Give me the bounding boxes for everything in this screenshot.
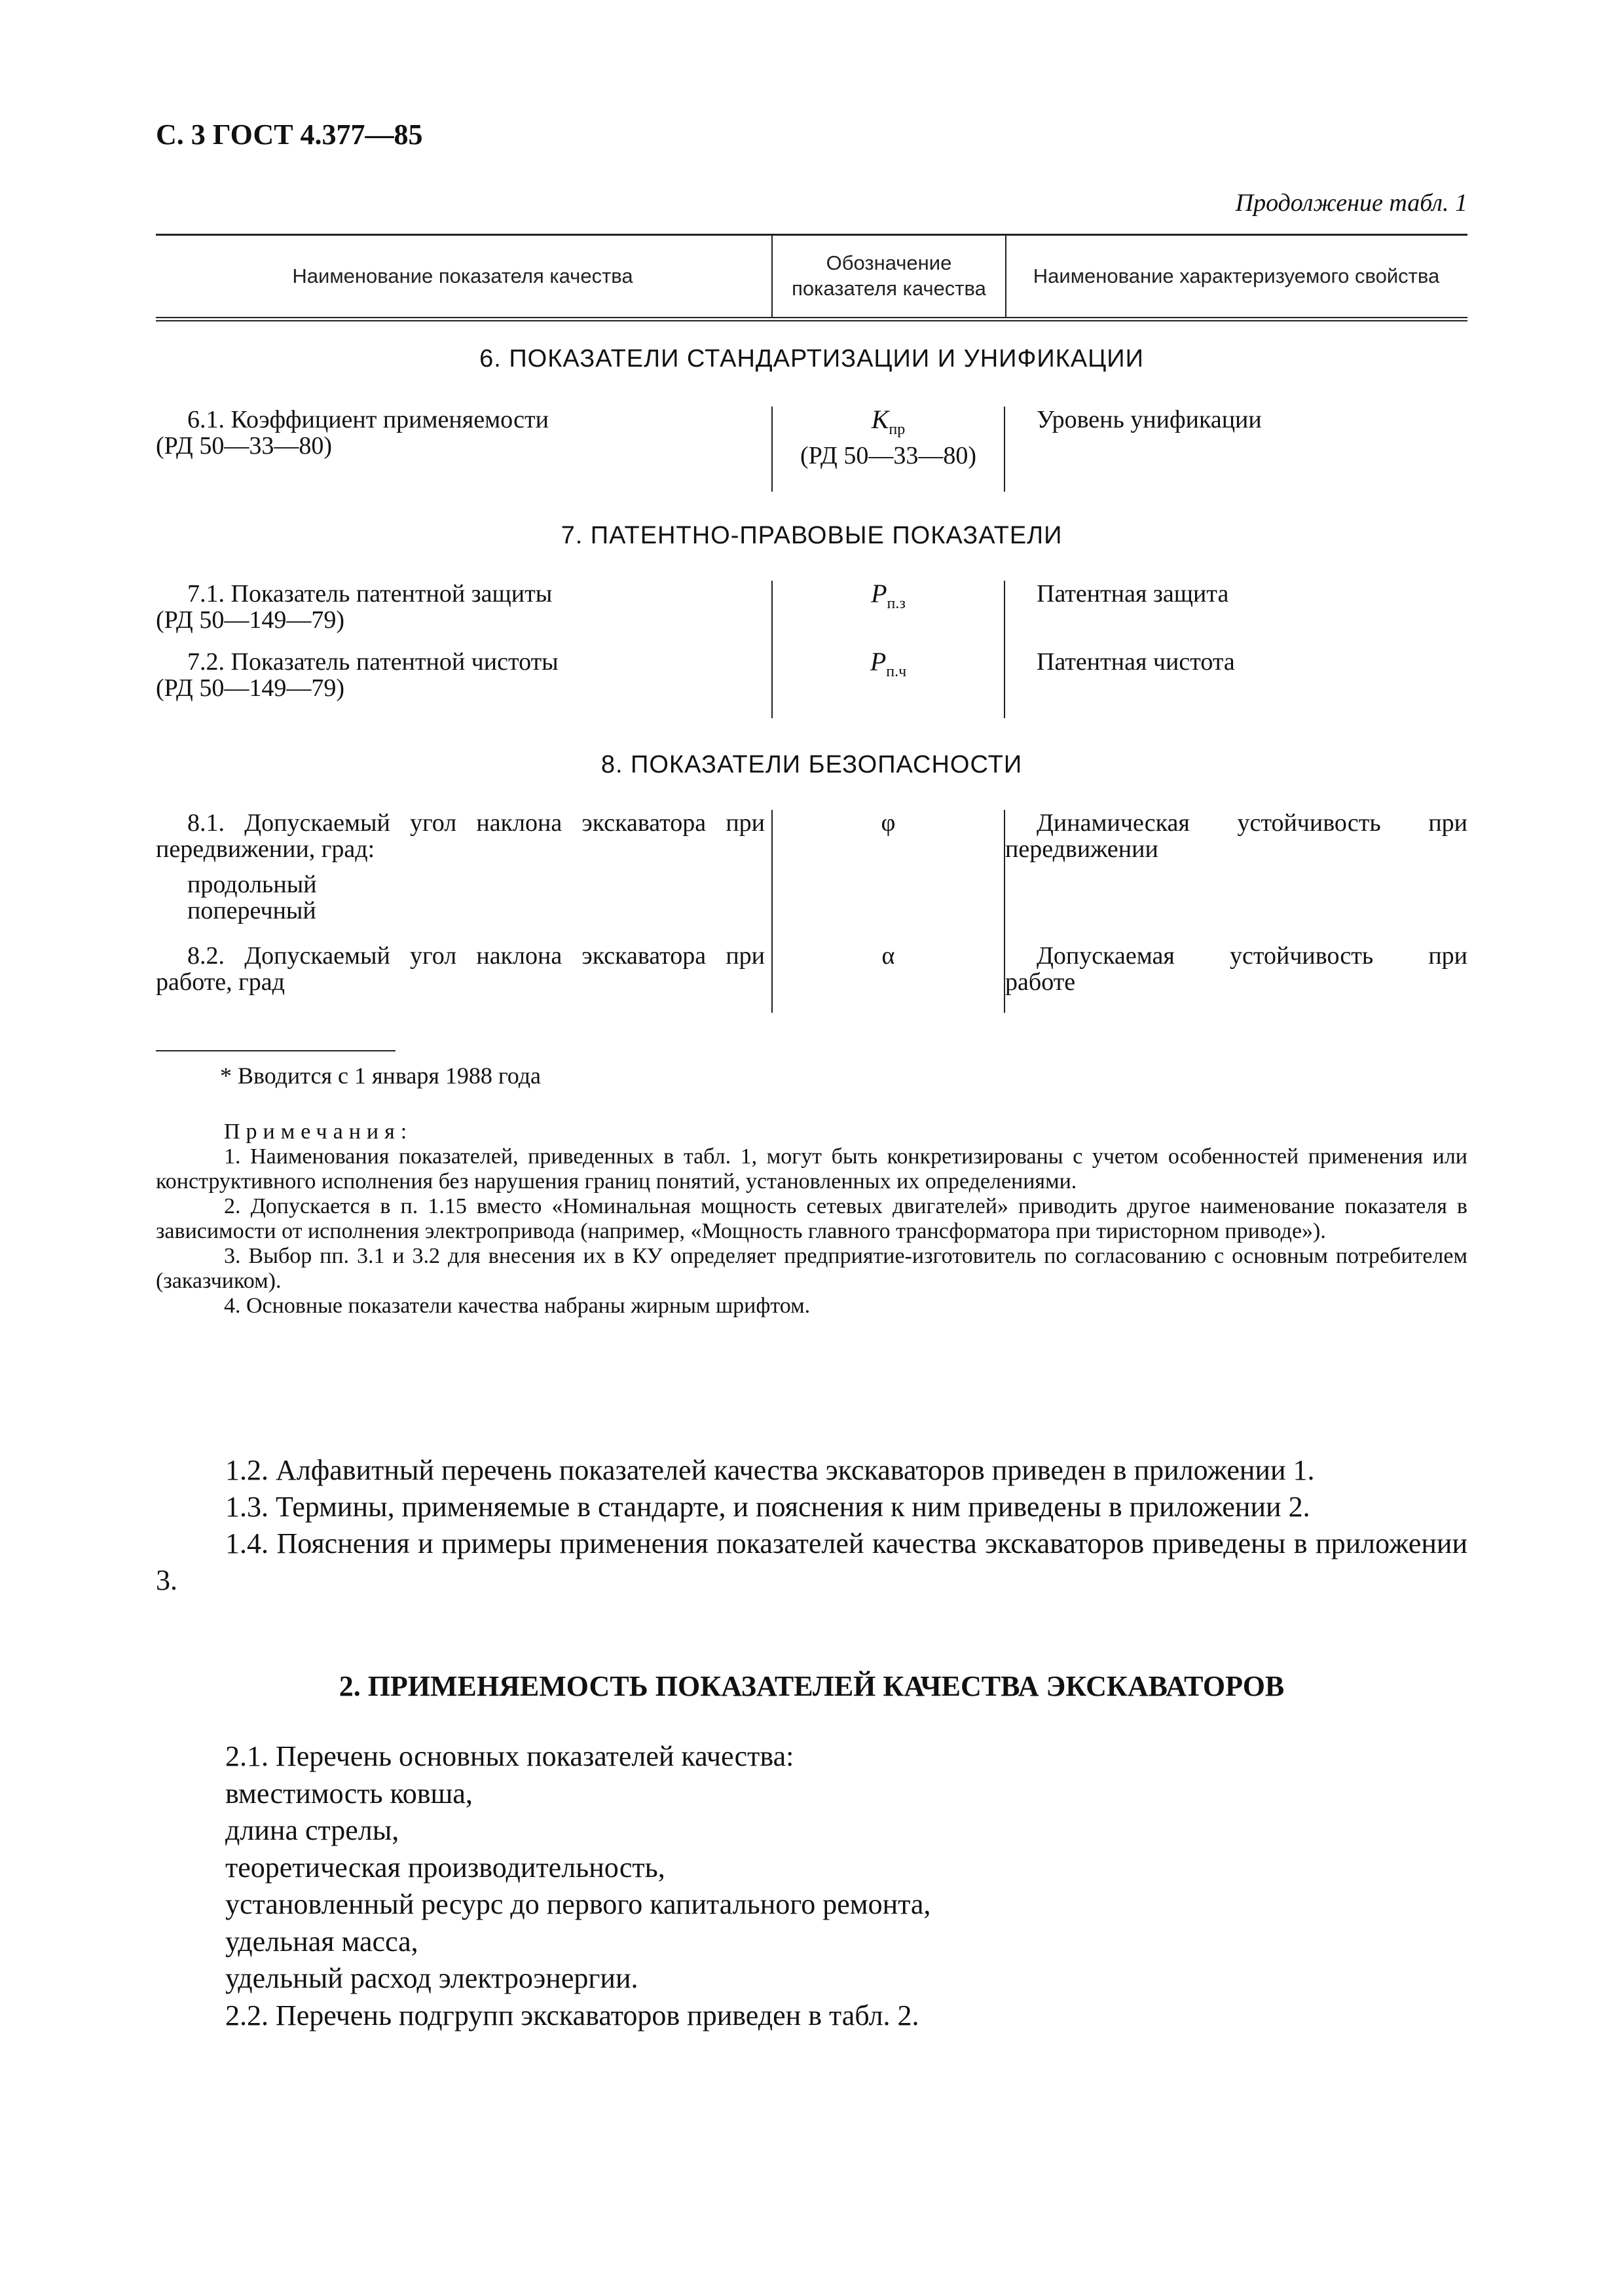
paragraph: 1.2. Алфавитный перечень показателей качества экскаваторов приведен в приложении 1. bbox=[225, 1454, 1315, 1486]
indicator-symbol: α bbox=[881, 942, 895, 970]
note-item: 1. Наименования показателей, приведенных в табл. 1, могут быть конкретизированы с учетом особенностей применения или конструктивного исполнения без нарушения границ понятий, установленных их определениями. bbox=[156, 1144, 1467, 1194]
list-item: удельный расход электроэнергии. bbox=[225, 1962, 638, 1994]
indicator-symbol: $P_{п.ч}$ bbox=[870, 647, 907, 680]
list-item: вместимость ковша, bbox=[225, 1777, 473, 1810]
note-item: 3. Выбор пп. 3.1 и 3.2 для внесения их в КУ определяет предприятие-изготовитель по согласованию с основным потребителем (заказчиком). bbox=[156, 1244, 1467, 1293]
table-header bbox=[156, 234, 1467, 321]
list-item: установленный ресурс до первого капитального ремонта, bbox=[225, 1888, 931, 1920]
paragraph: 1.4. Пояснения и примеры применения показателей качества экскаваторов приведены в приложении 3. bbox=[156, 1527, 1467, 1596]
column-divider bbox=[771, 810, 773, 1013]
section-list bbox=[225, 1738, 931, 2034]
property-name: Допускаемая устойчивость при работе bbox=[1005, 942, 1467, 996]
list-item: теоретическая производительность, bbox=[225, 1851, 665, 1884]
property-name: Уровень унификации bbox=[1037, 406, 1262, 433]
indicator-symbol: $P_{п.з}$ bbox=[871, 579, 906, 612]
list-item: удельная масса, bbox=[225, 1925, 418, 1958]
column-header-property: Наименование характеризуемого свойства bbox=[1033, 264, 1440, 287]
table-continuation-label: Продолжение табл. 1 bbox=[1235, 189, 1467, 217]
quality-indicators-table bbox=[156, 234, 1467, 996]
notes-block bbox=[156, 1120, 1467, 1319]
table-row bbox=[156, 407, 1467, 492]
indicator-name: 8.1. Допускаемый угол наклона экскаватора при передвижении, град: продольный поперечный bbox=[156, 809, 765, 924]
table-row-group bbox=[156, 581, 1467, 718]
page-header: С. 3 ГОСТ 4.377—85 bbox=[156, 118, 423, 151]
footnote-separator bbox=[156, 1050, 396, 1051]
indicator-symbol: $K_{пр}$ (РД 50—33—80) bbox=[800, 405, 976, 469]
list-item: длина стрелы, bbox=[225, 1814, 399, 1846]
note-item: 2. Допускается в п. 1.15 вместо «Номинальная мощность сетевых двигателей» приводить другое наименование показателя в зависимости от исполнения электропривода (например, «Мощность главного трансформатора при тиристорном приводе»). bbox=[156, 1194, 1467, 1243]
indicator-symbol: φ bbox=[881, 809, 896, 837]
section-title: 8. ПОКАЗАТЕЛИ БЕЗОПАСНОСТИ bbox=[600, 751, 1023, 778]
notes-title: Примечания: bbox=[224, 1120, 413, 1144]
section-title: 6. ПОКАЗАТЕЛИ СТАНДАРТИЗАЦИИ И УНИФИКАЦИИ bbox=[479, 345, 1144, 373]
indicator-name: 8.2. Допускаемый угол наклона экскаватора при работе, град bbox=[156, 942, 765, 996]
property-name: Патентная защита bbox=[1037, 580, 1229, 608]
note-item: 4. Основные показатели качества набраны жирным шрифтом. bbox=[224, 1294, 811, 1318]
section-heading: 2. ПРИМЕНЯЕМОСТЬ ПОКАЗАТЕЛЕЙ КАЧЕСТВА ЭКСКАВАТОРОВ bbox=[339, 1670, 1285, 1702]
property-name: Патентная чистота bbox=[1037, 648, 1235, 676]
column-header-indicator-name: Наименование показателя качества bbox=[292, 264, 633, 287]
indicator-name: 6.1. Коэффициент применяемости (РД 50—33—80) bbox=[156, 406, 549, 460]
list-item: 2.1. Перечень основных показателей качества: bbox=[225, 1740, 794, 1772]
list-item: 2.2. Перечень подгрупп экскаваторов приведен в табл. 2. bbox=[225, 1999, 919, 2032]
column-header-symbol: Обозначение показателя качества bbox=[771, 236, 1006, 317]
table-row-group bbox=[156, 810, 1467, 1013]
footnote: * Вводится с 1 января 1988 года bbox=[220, 1063, 542, 1089]
indicator-name: 7.2. Показатель патентной чистоты (РД 50—149—79) bbox=[156, 648, 559, 702]
paragraph: 1.3. Термины, применяемые в стандарте, и пояснения к ним приведены в приложении 2. bbox=[225, 1491, 1310, 1523]
body-paragraphs bbox=[156, 1452, 1467, 1599]
property-name: Динамическая устойчивость при передвижении bbox=[1005, 809, 1467, 863]
section-title: 7. ПАТЕНТНО-ПРАВОВЫЕ ПОКАЗАТЕЛИ bbox=[561, 522, 1063, 549]
indicator-name: 7.1. Показатель патентной защиты (РД 50—149—79) bbox=[156, 580, 553, 634]
